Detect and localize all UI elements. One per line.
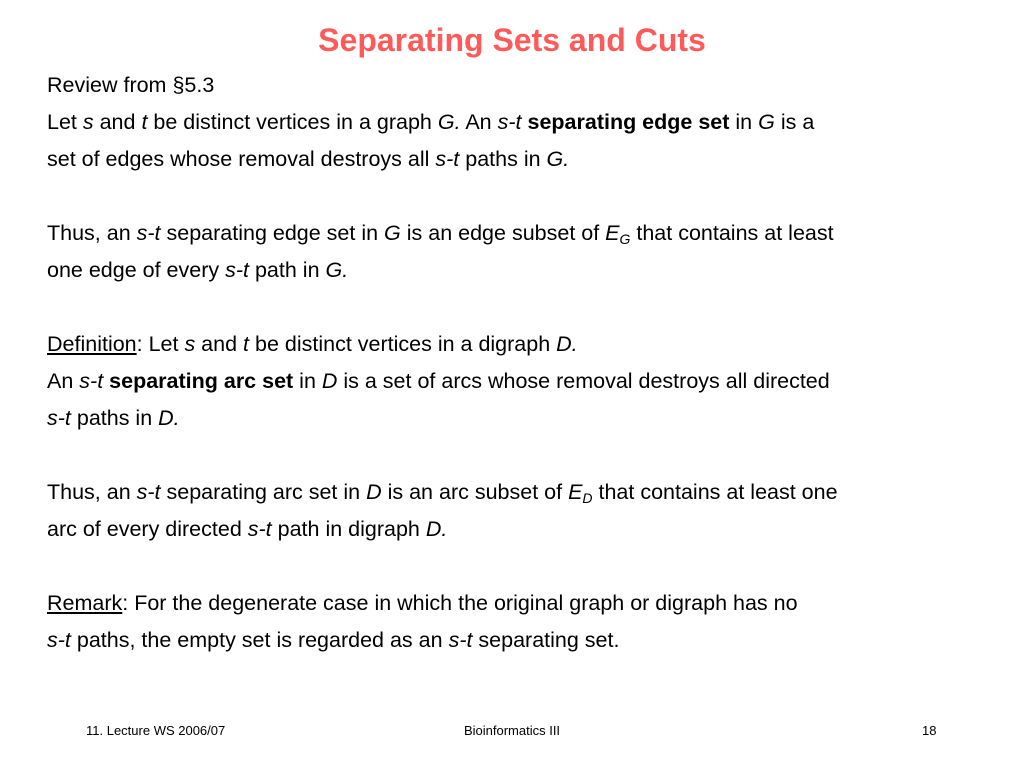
var-s: s: [82, 110, 94, 134]
var-st: s-t: [79, 369, 104, 393]
definition-label: Definition: [47, 332, 137, 356]
var-g: G.: [546, 147, 570, 171]
var-g: G.: [437, 110, 461, 134]
var-t: t: [141, 110, 148, 134]
slide-body: [47, 67, 997, 659]
text: that contains at least: [630, 221, 834, 245]
p2-line1: [47, 215, 997, 252]
var-d: D: [366, 480, 382, 504]
subscript-d: D: [582, 490, 593, 506]
text: arc of every directed: [47, 517, 248, 541]
p4-line2: [47, 511, 997, 548]
var-st: s-t: [47, 628, 71, 652]
p4-line1: [47, 474, 997, 511]
review-text: Review from §5.3: [47, 73, 215, 97]
text: that contains at least one: [592, 480, 838, 504]
p3-line3: [47, 400, 997, 437]
text: is a: [774, 110, 815, 134]
text: paths in: [70, 406, 159, 430]
review-line: [47, 67, 997, 104]
var-d: D.: [158, 406, 180, 430]
text: be distinct vertices in a graph: [147, 110, 438, 134]
var-d: D.: [556, 332, 578, 356]
text: paths, the empty set is regarded as an: [70, 628, 449, 652]
text: Let: [47, 110, 83, 134]
var-e: E: [568, 480, 583, 504]
var-d: D.: [425, 517, 448, 541]
text: An: [460, 110, 498, 134]
text: : Let: [136, 332, 185, 356]
term-separating-arc-set: separating arc set: [109, 369, 294, 393]
footer-page-number: 18: [922, 723, 937, 738]
var-g: G.: [325, 258, 349, 282]
var-st: s-t: [136, 221, 161, 245]
var-st: s-t: [435, 147, 460, 171]
text: paths in: [459, 147, 547, 171]
var-st: s-t: [497, 110, 522, 134]
text: An: [47, 369, 80, 393]
text: separating arc set in: [160, 480, 367, 504]
var-s: s: [184, 332, 196, 356]
slide-title: Separating Sets and Cuts: [318, 22, 706, 58]
text: and: [195, 332, 244, 356]
text: be distinct vertices in a digraph: [249, 332, 557, 356]
var-t: t: [243, 332, 250, 356]
text: separating set.: [472, 628, 620, 652]
text: is an edge subset of: [400, 221, 606, 245]
var-st: s-t: [136, 480, 161, 504]
text: separating edge set in: [160, 221, 385, 245]
p3-line1: [47, 326, 997, 363]
text: is a set of arcs whose removal destroys all directed: [337, 369, 830, 393]
var-st: s-t: [225, 258, 249, 282]
footer-lecture: 11. Lecture WS 2006/07: [86, 723, 226, 738]
p5-line2: [47, 622, 997, 659]
text: set of edges whose removal destroys all: [47, 147, 436, 171]
term-separating-edge-set: separating edge set: [527, 110, 730, 134]
text: Thus, an: [47, 480, 137, 504]
var-st: s-t: [448, 628, 473, 652]
text: path in: [249, 258, 326, 282]
text: path in digraph: [271, 517, 426, 541]
var-e: E: [605, 221, 620, 245]
var-st: s-t: [247, 517, 272, 541]
var-st: s-t: [47, 406, 71, 430]
p5-line1: [47, 585, 997, 622]
var-d: D: [321, 369, 338, 393]
p1-line2: [47, 141, 997, 178]
text: : For the degenerate case in which the original graph or digraph has no: [122, 591, 798, 615]
text: and: [93, 110, 142, 134]
text: in: [293, 369, 322, 393]
p2-line2: [47, 252, 997, 289]
footer-course: Bioinformatics III: [463, 723, 561, 738]
subscript-g: G: [619, 231, 631, 247]
p3-line2: [47, 363, 997, 400]
remark-label: Remark: [47, 591, 123, 615]
p1-line1: [47, 104, 997, 141]
text: Thus, an: [47, 221, 137, 245]
text: one edge of every: [47, 258, 226, 282]
text: in: [729, 110, 759, 134]
text: is an arc subset of: [381, 480, 569, 504]
var-g: G: [384, 221, 401, 245]
var-g: G: [758, 110, 775, 134]
